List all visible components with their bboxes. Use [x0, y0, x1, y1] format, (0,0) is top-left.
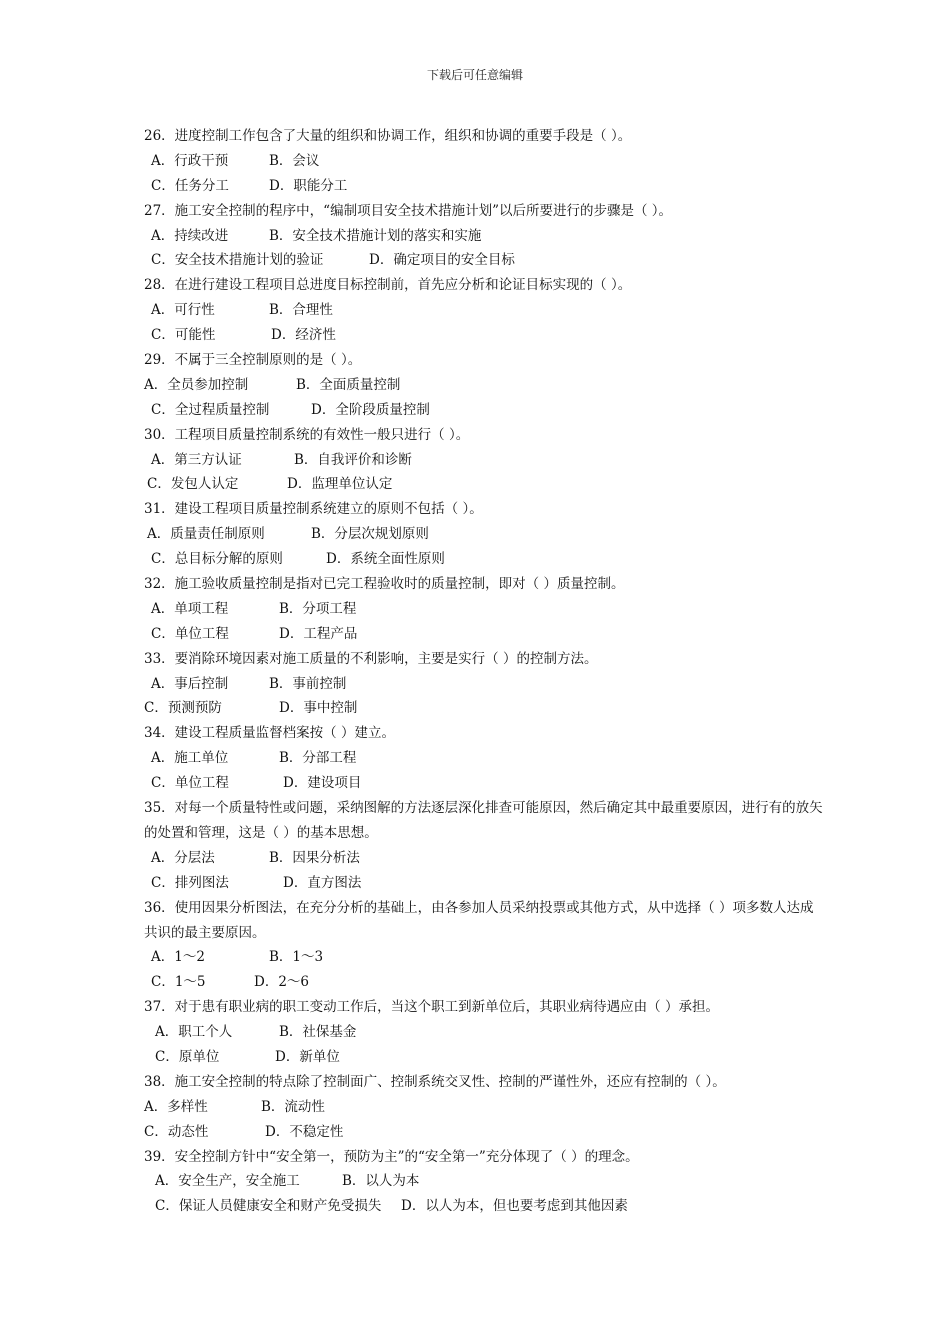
- options-row: [144, 398, 824, 423]
- option-left: C．预测预防: [144, 700, 222, 717]
- option-left: C．排列图法: [151, 874, 229, 891]
- options-row: [144, 871, 824, 896]
- options-row: [144, 448, 824, 473]
- option-right: D．经济性: [271, 327, 336, 344]
- option-left: A．第三方认证: [151, 451, 242, 468]
- option-right: B．以人为本: [342, 1173, 420, 1190]
- options-row: [144, 174, 824, 199]
- option-right: B．全面质量控制: [296, 376, 401, 393]
- options-row: [144, 597, 824, 622]
- options-row: [144, 373, 824, 398]
- options-row: [144, 1045, 824, 1070]
- option-right: B．因果分析法: [269, 849, 360, 866]
- option-left: A．持续改进: [151, 227, 229, 244]
- question-stem: 26．进度控制工作包含了大量的组织和协调工作，组织和协调的重要手段是（ ）。: [144, 128, 632, 144]
- option-right: D．直方图法: [283, 874, 362, 891]
- option-right: B．社保基金: [279, 1024, 357, 1041]
- question-stem: 31．建设工程项目质量控制系统建立的原则不包括（ ）。: [144, 501, 483, 518]
- option-right: D．以人为本，但也要考虑到其他因素: [401, 1198, 628, 1215]
- option-right: B．事前控制: [269, 675, 347, 692]
- option-right: B．分部工程: [279, 750, 357, 767]
- option-left: A．1～2: [151, 949, 205, 966]
- options-row: [144, 323, 824, 348]
- option-left: C．全过程质量控制: [151, 401, 270, 418]
- option-left: C．单位工程: [151, 775, 229, 792]
- options-row: [144, 746, 824, 771]
- page-header: 下载后可任意编辑: [426, 68, 523, 82]
- option-left: C．动态性: [144, 1123, 209, 1140]
- question-stem: 34．建设工程质量监督档案按（ ）建立。: [144, 725, 395, 742]
- options-row: [144, 696, 824, 721]
- option-right: B．自我评价和诊断: [294, 451, 412, 468]
- option-left: A．安全生产，安全施工: [155, 1173, 300, 1190]
- question-stem: 38．施工安全控制的特点除了控制面广、控制系统交叉性、控制的严谨性外，还应有控制的（ ）。: [144, 1073, 726, 1090]
- option-left: A．单项工程: [151, 600, 229, 617]
- options-row: [144, 522, 824, 547]
- option-left: A．分层法: [151, 849, 215, 866]
- option-left: A．施工单位: [151, 750, 229, 767]
- options-row: [144, 1095, 824, 1120]
- options-row: [144, 1020, 824, 1045]
- option-left: A．行政干预: [151, 152, 229, 169]
- options-row: [144, 672, 824, 697]
- options-row: [144, 771, 824, 796]
- option-right: D．全阶段质量控制: [311, 401, 430, 418]
- options-row: [144, 248, 824, 273]
- options-row: [144, 622, 824, 647]
- options-row: [144, 1194, 824, 1219]
- option-left: C．原单位: [155, 1049, 220, 1066]
- option-right: D．不稳定性: [265, 1123, 344, 1140]
- option-left: A．事后控制: [151, 675, 229, 692]
- question-stem: 29．不属于三全控制原则的是（ ）。: [144, 352, 362, 369]
- option-left: A．职工个人: [155, 1024, 233, 1041]
- option-right: B．合理性: [269, 302, 333, 319]
- options-row: [144, 298, 824, 323]
- option-left: C．安全技术措施计划的验证: [151, 252, 324, 269]
- question-stem: 37．对于患有职业病的职工变动工作后，当这个职工到新单位后，其职业病待遇应由（ ）承担。: [144, 999, 719, 1016]
- options-row: [144, 547, 824, 572]
- question-stem: 27．施工安全控制的程序中，“编制项目安全技术措施计划”以后所要进行的步骤是（ ）。: [144, 202, 673, 219]
- option-right: D．工程产品: [279, 625, 358, 642]
- option-left: A．多样性: [144, 1098, 208, 1115]
- option-right: B．流动性: [261, 1098, 325, 1115]
- option-right: D．确定项目的安全目标: [369, 252, 515, 269]
- options-row: [144, 1169, 824, 1194]
- option-left: A．质量责任制原则: [147, 526, 265, 543]
- options-row: [144, 1120, 824, 1145]
- option-right: D．监理单位认定: [287, 476, 393, 493]
- option-left: C．保证人员健康安全和财产免受损失: [155, 1198, 382, 1215]
- option-left: C．可能性: [151, 327, 216, 344]
- option-right: D．建设项目: [283, 775, 362, 792]
- question-stem: 36．使用因果分析图法，在充分分析的基础上，由各参加人员采纳投票或其他方式，从中选择（ ）项多数人达成共识的最主要原因。: [144, 899, 814, 941]
- option-right: D．职能分工: [269, 177, 348, 194]
- option-left: C．任务分工: [151, 177, 229, 194]
- option-right: B．会议: [269, 152, 320, 169]
- options-row: [144, 846, 824, 871]
- option-right: B．1～3: [269, 949, 324, 966]
- option-right: D．事中控制: [279, 700, 358, 717]
- option-right: B．分层次规划原则: [311, 526, 429, 543]
- option-left: C．1～5: [151, 974, 206, 991]
- option-right: B．安全技术措施计划的落实和实施: [269, 227, 482, 244]
- option-left: C．总目标分解的原则: [151, 551, 283, 568]
- question-stem: 28．在进行建设工程项目总进度目标控制前，首先应分析和论证目标实现的（ ）。: [144, 277, 632, 294]
- option-left: A．可行性: [151, 302, 215, 319]
- option-right: B．分项工程: [279, 600, 357, 617]
- options-row: [144, 149, 824, 174]
- question-stem: 35．对每一个质量特性或问题，采纳图解的方法逐层深化排查可能原因，然后确定其中最重要原因，进行有的放矢的处置和管理，这是（ ）的基本思想。: [144, 800, 823, 841]
- options-row: [144, 945, 824, 970]
- option-right: D．2～6: [254, 974, 310, 991]
- question-stem: 33．要消除环境因素对施工质量的不利影响，主要是实行（ ）的控制方法。: [144, 650, 598, 667]
- option-right: D．系统全面性原则: [326, 551, 445, 568]
- option-left: C．单位工程: [151, 625, 229, 642]
- options-row: [144, 970, 824, 995]
- question-list: [144, 124, 824, 1219]
- option-left: A．全员参加控制: [144, 376, 249, 393]
- question-stem: 32．施工验收质量控制是指对已完工程验收时的质量控制，即对（ ）质量控制。: [144, 576, 625, 593]
- option-left: C．发包人认定: [147, 476, 239, 493]
- question-stem: 30．工程项目质量控制系统的有效性一般只进行（ ）。: [144, 426, 470, 443]
- option-right: D．新单位: [275, 1049, 340, 1066]
- question-stem: 39．安全控制方针中“安全第一，预防为主”的“安全第一”充分体现了（ ）的理念。: [144, 1148, 639, 1165]
- options-row: [144, 224, 824, 249]
- options-row: [144, 472, 824, 497]
